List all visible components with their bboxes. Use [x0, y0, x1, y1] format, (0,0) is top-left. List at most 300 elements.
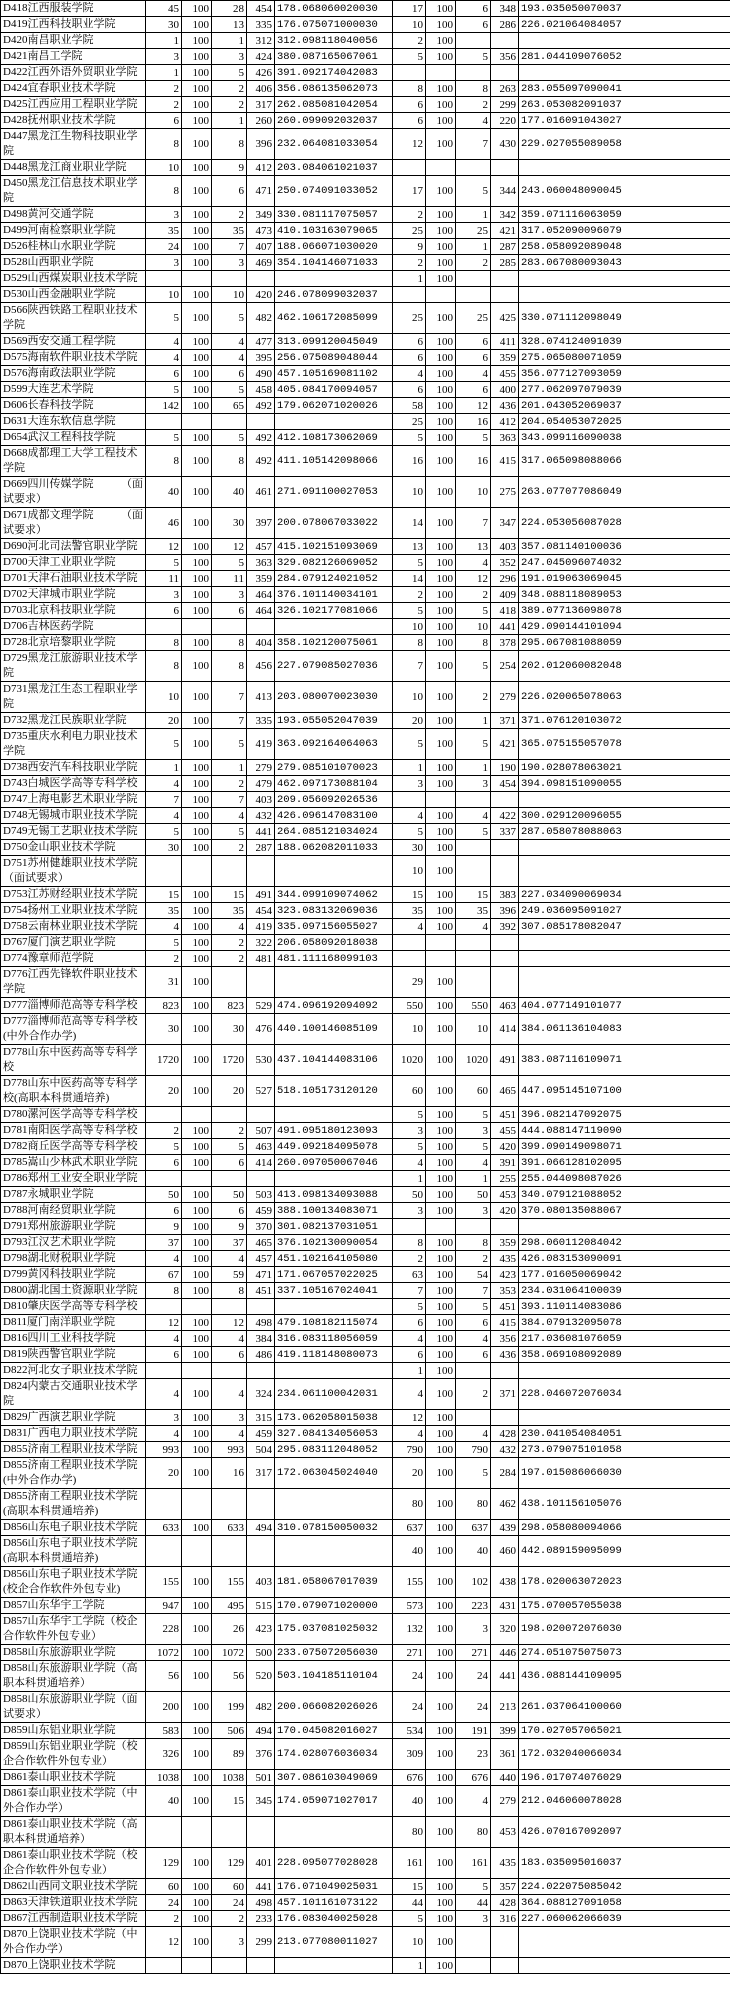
cell-count: 5 — [212, 729, 247, 760]
table-row — [1, 1235, 730, 1251]
cell-pct: 100 — [182, 446, 212, 477]
cell-fen: 504 — [247, 1442, 275, 1458]
cell-fen2: 284 — [491, 1458, 519, 1489]
cell-name: D421南昌工学院 — [1, 49, 146, 65]
cell-count3: 2 — [456, 587, 491, 603]
cell-count2: 5 — [393, 1139, 426, 1155]
cell-count3: 4 — [456, 366, 491, 382]
cell-count2: 10 — [393, 477, 426, 508]
cell-count2: 5 — [393, 555, 426, 571]
cell-pct2: 100 — [426, 824, 456, 840]
cell-count3: 6 — [456, 350, 491, 366]
cell-score2: 226.020065078063 — [519, 682, 730, 713]
cell-score2: 383.087116109071 — [519, 1045, 730, 1076]
cell-plan: 1038 — [146, 1770, 182, 1786]
cell-score2 — [519, 1363, 730, 1379]
cell-count2: 10 — [393, 1927, 426, 1958]
cell-name: D749无锡工艺职业技术学院 — [1, 824, 146, 840]
cell-score: 188.062082011033 — [275, 840, 393, 856]
cell-count2: 676 — [393, 1770, 426, 1786]
cell-pct2: 100 — [426, 635, 456, 651]
cell-fen2 — [491, 951, 519, 967]
cell-pct2: 100 — [426, 1, 456, 17]
cell-name: D728北京培黎职业学院 — [1, 635, 146, 651]
table-row — [1, 1251, 730, 1267]
cell-plan: 9 — [146, 1219, 182, 1235]
cell-fen2: 356 — [491, 49, 519, 65]
cell-score: 209.056092026536 — [275, 792, 393, 808]
cell-count: 9 — [212, 160, 247, 176]
cell-fen: 459 — [247, 1203, 275, 1219]
cell-count3: 1 — [456, 1171, 491, 1187]
cell-plan: 12 — [146, 539, 182, 555]
cell-count: 15 — [212, 1786, 247, 1817]
cell-pct: 100 — [182, 49, 212, 65]
cell-score2: 191.019063069045 — [519, 571, 730, 587]
cell-count2: 2 — [393, 33, 426, 49]
cell-score: 330.081117075057 — [275, 207, 393, 223]
cell-fen: 492 — [247, 398, 275, 414]
cell-count: 59 — [212, 1267, 247, 1283]
cell-pct2: 100 — [426, 1927, 456, 1958]
cell-pct2: 100 — [426, 1187, 456, 1203]
cell-fen2: 378 — [491, 635, 519, 651]
cell-fen: 477 — [247, 334, 275, 350]
cell-pct: 100 — [182, 903, 212, 919]
cell-score: 491.095180123093 — [275, 1123, 393, 1139]
cell-score2: 287.058078088063 — [519, 824, 730, 840]
cell-score: 335.097156055027 — [275, 919, 393, 935]
cell-count2: 58 — [393, 398, 426, 414]
cell-pct — [182, 1363, 212, 1379]
table-row — [1, 1645, 730, 1661]
cell-plan: 20 — [146, 1458, 182, 1489]
cell-name: D778山东中医药高等专科学校 — [1, 1045, 146, 1076]
cell-score: 457.101161073122 — [275, 1895, 393, 1911]
cell-fen: 419 — [247, 729, 275, 760]
cell-count2: 29 — [393, 967, 426, 998]
cell-fen2 — [491, 287, 519, 303]
cell-plan: 633 — [146, 1520, 182, 1536]
cell-score: 174.028076036034 — [275, 1739, 393, 1770]
cell-count3: 2 — [456, 97, 491, 113]
table-row — [1, 1076, 730, 1107]
cell-plan: 56 — [146, 1661, 182, 1692]
cell-count2: 1 — [393, 760, 426, 776]
cell-count2: 1 — [393, 1363, 426, 1379]
cell-fen: 397 — [247, 508, 275, 539]
table-row — [1, 1426, 730, 1442]
cell-fen2: 279 — [491, 1786, 519, 1817]
table-row — [1, 619, 730, 635]
cell-score2: 224.022075085042 — [519, 1879, 730, 1895]
cell-fen2: 453 — [491, 1817, 519, 1848]
table-row — [1, 539, 730, 555]
cell-score2: 343.099116090038 — [519, 430, 730, 446]
cell-count3: 5 — [456, 1458, 491, 1489]
cell-score2: 247.045096074032 — [519, 555, 730, 571]
cell-name: D499河南检察职业学院 — [1, 223, 146, 239]
cell-score: 479.108182115074 — [275, 1315, 393, 1331]
table-row — [1, 1567, 730, 1598]
cell-name: D793江汉艺术职业学院 — [1, 1235, 146, 1251]
table-row — [1, 239, 730, 255]
cell-count2: 8 — [393, 81, 426, 97]
cell-count3 — [456, 65, 491, 81]
cell-fen: 279 — [247, 760, 275, 776]
cell-plan: 2 — [146, 97, 182, 113]
cell-fen2: 356 — [491, 1331, 519, 1347]
cell-fen — [247, 1363, 275, 1379]
cell-pct2: 100 — [426, 33, 456, 49]
cell-score: 193.055052047039 — [275, 713, 393, 729]
cell-count: 3 — [212, 587, 247, 603]
cell-pct: 100 — [182, 366, 212, 382]
cell-count2: 6 — [393, 334, 426, 350]
cell-score2: 307.085178082047 — [519, 919, 730, 935]
cell-count2 — [393, 287, 426, 303]
cell-count: 5 — [212, 303, 247, 334]
cell-fen2: 348 — [491, 1, 519, 17]
cell-count3: 191 — [456, 1723, 491, 1739]
cell-fen2: 436 — [491, 398, 519, 414]
table-row — [1, 998, 730, 1014]
cell-plan — [146, 1489, 182, 1520]
cell-name: D859山东铝业职业学院（校企合作软件外包专业） — [1, 1739, 146, 1770]
cell-count: 9 — [212, 1219, 247, 1235]
cell-score: 356.086135062073 — [275, 81, 393, 97]
cell-count3: 1 — [456, 760, 491, 776]
cell-pct: 100 — [182, 776, 212, 792]
cell-score: 307.086103049069 — [275, 1770, 393, 1786]
cell-score2: 190.028078063021 — [519, 760, 730, 776]
cell-pct2: 100 — [426, 555, 456, 571]
cell-count2: 25 — [393, 223, 426, 239]
cell-count — [212, 1171, 247, 1187]
cell-count2: 534 — [393, 1723, 426, 1739]
cell-count: 4 — [212, 1379, 247, 1410]
cell-score2: 394.098151090055 — [519, 776, 730, 792]
cell-pct2 — [426, 1219, 456, 1235]
cell-score: 376.101140034101 — [275, 587, 393, 603]
cell-count3: 6 — [456, 334, 491, 350]
cell-count2: 161 — [393, 1848, 426, 1879]
table-row — [1, 792, 730, 808]
table-row — [1, 1614, 730, 1645]
cell-count: 4 — [212, 350, 247, 366]
cell-count: 30 — [212, 1014, 247, 1045]
cell-name: D566陕西铁路工程职业技术学院 — [1, 303, 146, 334]
cell-count: 3 — [212, 255, 247, 271]
table-row — [1, 1315, 730, 1331]
table-row — [1, 49, 730, 65]
cell-fen2: 439 — [491, 1520, 519, 1536]
cell-name: D750金山职业技术学院 — [1, 840, 146, 856]
cell-name: D859山东铝业职业学院 — [1, 1723, 146, 1739]
cell-pct2: 100 — [426, 1251, 456, 1267]
cell-count2: 15 — [393, 1879, 426, 1895]
cell-fen: 403 — [247, 792, 275, 808]
cell-name: D700天津工业职业学院 — [1, 555, 146, 571]
cell-plan — [146, 1958, 182, 1974]
cell-fen: 412 — [247, 160, 275, 176]
cell-name: D861泰山职业技术学院（校企合作软件外包专业） — [1, 1848, 146, 1879]
cell-score — [275, 1171, 393, 1187]
cell-score2: 283.067080093043 — [519, 255, 730, 271]
cell-score: 518.105173120120 — [275, 1076, 393, 1107]
cell-pct2: 100 — [426, 430, 456, 446]
cell-count: 8 — [212, 446, 247, 477]
cell-fen2 — [491, 271, 519, 287]
cell-count3: 5 — [456, 176, 491, 207]
cell-name: D816四川工业科技学院 — [1, 1331, 146, 1347]
table-row — [1, 651, 730, 682]
cell-pct2 — [426, 951, 456, 967]
cell-count3 — [456, 1927, 491, 1958]
cell-count3 — [456, 967, 491, 998]
cell-plan: 1720 — [146, 1045, 182, 1076]
cell-count: 3 — [212, 49, 247, 65]
cell-fen: 498 — [247, 1895, 275, 1911]
cell-pct: 100 — [182, 1770, 212, 1786]
cell-count2: 6 — [393, 1315, 426, 1331]
cell-count: 5 — [212, 382, 247, 398]
cell-count: 12 — [212, 539, 247, 555]
cell-count2: 17 — [393, 176, 426, 207]
cell-count2: 5 — [393, 824, 426, 840]
cell-count3 — [456, 287, 491, 303]
cell-score2: 275.065080071059 — [519, 350, 730, 366]
cell-score2: 389.077136098078 — [519, 603, 730, 619]
cell-count — [212, 619, 247, 635]
cell-count: 1038 — [212, 1770, 247, 1786]
cell-pct: 100 — [182, 1123, 212, 1139]
cell-count3: 3 — [456, 776, 491, 792]
cell-score2: 371.076120103072 — [519, 713, 730, 729]
table-row — [1, 1692, 730, 1723]
cell-plan: 3 — [146, 49, 182, 65]
cell-score2: 230.041054084051 — [519, 1426, 730, 1442]
cell-score2 — [519, 271, 730, 287]
cell-count3 — [456, 792, 491, 808]
cell-name: D754扬州工业职业技术学院 — [1, 903, 146, 919]
cell-name: D855济南工程职业技术学院(中外合作办学) — [1, 1458, 146, 1489]
cell-pct: 100 — [182, 97, 212, 113]
cell-count3 — [456, 33, 491, 49]
cell-count: 4 — [212, 1331, 247, 1347]
cell-count2: 4 — [393, 1331, 426, 1347]
cell-count3: 2 — [456, 255, 491, 271]
cell-count: 6 — [212, 1347, 247, 1363]
cell-fen2: 353 — [491, 1283, 519, 1299]
cell-score2 — [519, 1219, 730, 1235]
cell-pct2: 100 — [426, 1283, 456, 1299]
cell-score2: 196.017074076029 — [519, 1770, 730, 1786]
cell-score2: 404.077149101077 — [519, 998, 730, 1014]
cell-count: 13 — [212, 17, 247, 33]
cell-pct2: 100 — [426, 207, 456, 223]
cell-pct: 100 — [182, 303, 212, 334]
cell-count3: 3 — [456, 1123, 491, 1139]
cell-score: 327.084134056053 — [275, 1426, 393, 1442]
cell-pct: 100 — [182, 1927, 212, 1958]
cell-name: D781南阳医学高等专科学校 — [1, 1123, 146, 1139]
cell-name: D787永城职业学院 — [1, 1187, 146, 1203]
table-row — [1, 935, 730, 951]
cell-count3: 271 — [456, 1645, 491, 1661]
cell-count: 2 — [212, 207, 247, 223]
cell-pct: 100 — [182, 1347, 212, 1363]
cell-score: 410.103163079065 — [275, 223, 393, 239]
table-row — [1, 1911, 730, 1927]
cell-count3: 2 — [456, 1379, 491, 1410]
cell-score2: 273.079075101058 — [519, 1442, 730, 1458]
table-row — [1, 555, 730, 571]
cell-count: 506 — [212, 1723, 247, 1739]
cell-count2: 573 — [393, 1598, 426, 1614]
cell-score: 178.068060020030 — [275, 1, 393, 17]
cell-name: D654武汉工程科技学院 — [1, 430, 146, 446]
cell-fen: 465 — [247, 1235, 275, 1251]
cell-plan: 24 — [146, 239, 182, 255]
table-row — [1, 271, 730, 287]
cell-fen2: 415 — [491, 1315, 519, 1331]
cell-pct: 100 — [182, 951, 212, 967]
cell-count3: 10 — [456, 1014, 491, 1045]
cell-count2: 44 — [393, 1895, 426, 1911]
cell-count2 — [393, 935, 426, 951]
cell-pct2: 100 — [426, 1458, 456, 1489]
cell-name: D862山西同文职业技术学院 — [1, 1879, 146, 1895]
cell-count: 60 — [212, 1879, 247, 1895]
cell-score: 170.045082016027 — [275, 1723, 393, 1739]
cell-count3: 4 — [456, 1786, 491, 1817]
cell-count3: 16 — [456, 414, 491, 430]
cell-pct2: 100 — [426, 1598, 456, 1614]
cell-plan — [146, 1817, 182, 1848]
cell-count2: 13 — [393, 539, 426, 555]
cell-fen — [247, 1817, 275, 1848]
cell-fen2: 430 — [491, 129, 519, 160]
cell-score: 200.066082026026 — [275, 1692, 393, 1723]
cell-count: 20 — [212, 1076, 247, 1107]
cell-name: D780漯河医学高等专科学校 — [1, 1107, 146, 1123]
cell-pct: 100 — [182, 1426, 212, 1442]
cell-fen: 457 — [247, 1251, 275, 1267]
cell-count2: 7 — [393, 651, 426, 682]
cell-fen: 520 — [247, 1661, 275, 1692]
cell-score2: 178.020063072023 — [519, 1567, 730, 1598]
cell-count2: 9 — [393, 239, 426, 255]
cell-score: 271.091100027053 — [275, 477, 393, 508]
cell-count3 — [456, 840, 491, 856]
cell-count3: 6 — [456, 1347, 491, 1363]
cell-pct2: 100 — [426, 303, 456, 334]
cell-count3: 23 — [456, 1739, 491, 1770]
cell-pct2: 100 — [426, 1014, 456, 1045]
cell-fen2: 220 — [491, 113, 519, 129]
cell-pct: 100 — [182, 571, 212, 587]
cell-fen: 432 — [247, 808, 275, 824]
cell-score2: 170.027057065021 — [519, 1723, 730, 1739]
cell-plan: 4 — [146, 1379, 182, 1410]
cell-score: 176.083040025028 — [275, 1911, 393, 1927]
table-row — [1, 1331, 730, 1347]
cell-score2: 243.060048090045 — [519, 176, 730, 207]
cell-pct: 100 — [182, 176, 212, 207]
cell-plan — [146, 1363, 182, 1379]
cell-name: D668成都理工大学工程技术学院 — [1, 446, 146, 477]
cell-count3: 13 — [456, 539, 491, 555]
cell-score: 462.097173088104 — [275, 776, 393, 792]
cell-fen: 335 — [247, 17, 275, 33]
cell-name: D743白城医学高等专科学校 — [1, 776, 146, 792]
cell-score: 329.082126069052 — [275, 555, 393, 571]
cell-count2: 5 — [393, 1911, 426, 1927]
cell-fen: 370 — [247, 1219, 275, 1235]
cell-score: 316.083118056059 — [275, 1331, 393, 1347]
cell-score2 — [519, 33, 730, 49]
table-row — [1, 1219, 730, 1235]
cell-count2: 40 — [393, 1786, 426, 1817]
cell-name: D419江西科技职业学院 — [1, 17, 146, 33]
cell-name: D751苏州健雄职业技术学院（面试要求） — [1, 856, 146, 887]
cell-fen2: 440 — [491, 1770, 519, 1786]
cell-plan: 5 — [146, 303, 182, 334]
cell-count2: 1 — [393, 1958, 426, 1974]
cell-fen2: 344 — [491, 176, 519, 207]
cell-score: 256.075089048044 — [275, 350, 393, 366]
cell-name: D856山东电子职业技术学院(高职本科贯通培养) — [1, 1536, 146, 1567]
cell-fen2: 418 — [491, 603, 519, 619]
cell-score: 173.062058015038 — [275, 1410, 393, 1426]
cell-count3: 8 — [456, 635, 491, 651]
cell-name: D529山西煤炭职业技术学院 — [1, 271, 146, 287]
cell-count3 — [456, 1958, 491, 1974]
cell-score — [275, 1958, 393, 1974]
cell-score — [275, 1536, 393, 1567]
cell-pct2: 100 — [426, 1235, 456, 1251]
cell-score2: 274.051075075073 — [519, 1645, 730, 1661]
cell-fen2: 396 — [491, 903, 519, 919]
cell-plan: 2 — [146, 1911, 182, 1927]
cell-count2: 80 — [393, 1817, 426, 1848]
cell-name: D447黑龙江生物科技职业学院 — [1, 129, 146, 160]
cell-pct: 100 — [182, 1155, 212, 1171]
cell-fen2: 421 — [491, 729, 519, 760]
cell-fen: 527 — [247, 1076, 275, 1107]
cell-count: 8 — [212, 1283, 247, 1299]
cell-fen — [247, 856, 275, 887]
cell-count3: 44 — [456, 1895, 491, 1911]
cell-name: D738西安汽车科技职业学院 — [1, 760, 146, 776]
table-row — [1, 129, 730, 160]
cell-count: 1072 — [212, 1645, 247, 1661]
cell-score2: 255.044098087026 — [519, 1171, 730, 1187]
cell-pct2: 100 — [426, 1203, 456, 1219]
cell-pct2: 100 — [426, 1645, 456, 1661]
cell-pct2: 100 — [426, 1299, 456, 1315]
cell-count3 — [456, 1363, 491, 1379]
cell-count3: 3 — [456, 1203, 491, 1219]
table-row — [1, 1536, 730, 1567]
cell-count: 8 — [212, 651, 247, 682]
cell-count2: 6 — [393, 97, 426, 113]
cell-fen2: 213 — [491, 1692, 519, 1723]
cell-score2: 426.083153090091 — [519, 1251, 730, 1267]
cell-fen: 454 — [247, 1, 275, 17]
cell-score2: 384.079132095078 — [519, 1315, 730, 1331]
